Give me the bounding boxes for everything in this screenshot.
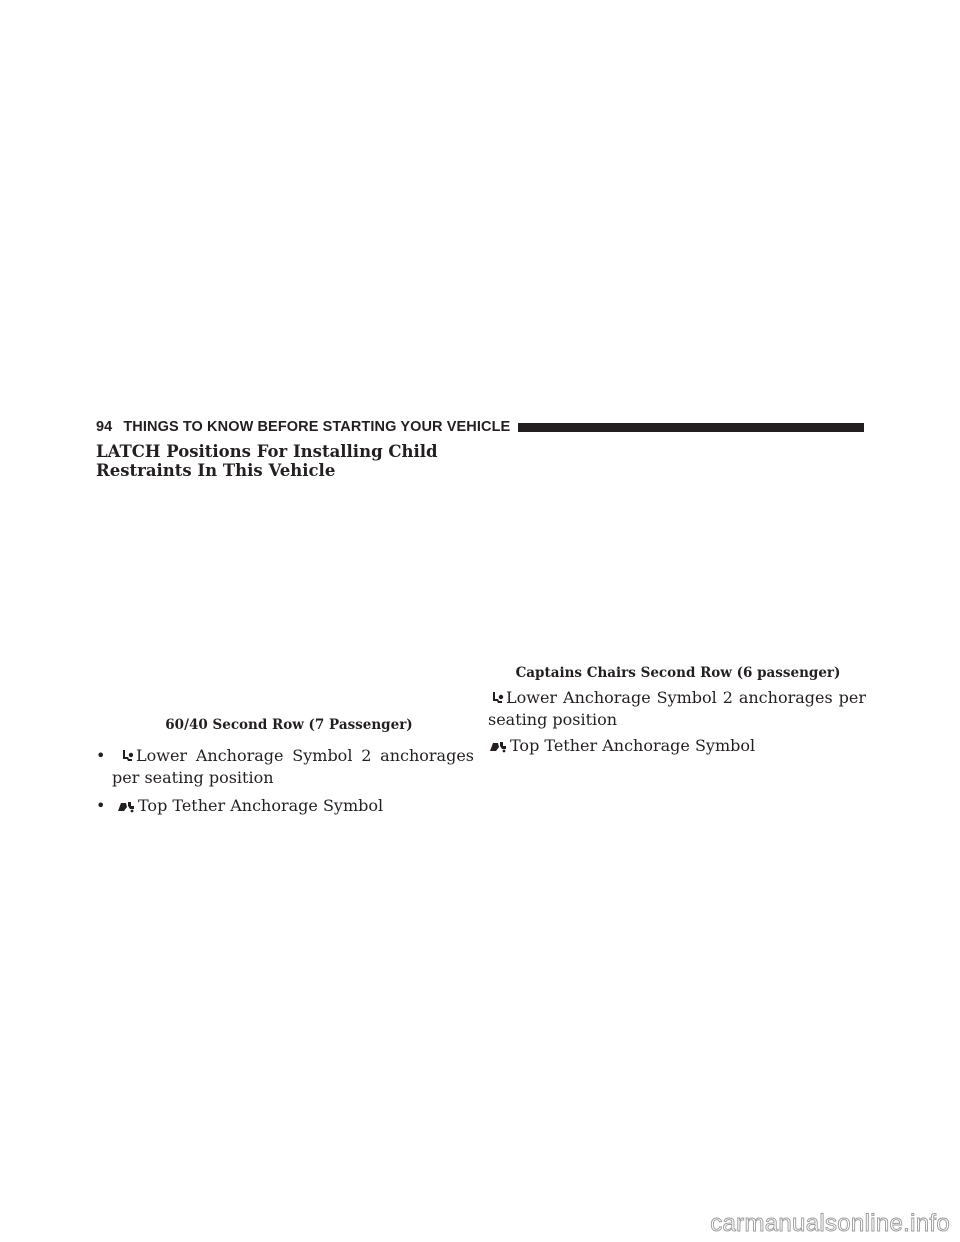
list-item [96, 796, 474, 818]
figure-caption-right: Captains Chairs Second Row (6 passenger) [515, 665, 841, 681]
seating-diagram-captains-chairs [488, 468, 866, 658]
legend-text: Top Tether Anchorage Symbol [510, 736, 756, 755]
lower-anchorage-icon [122, 748, 134, 768]
header-rule [518, 423, 864, 432]
legend-item [488, 688, 866, 730]
legend-text: Lower Anchorage Symbol 2 anchorages per seating position [488, 688, 866, 729]
top-tether-anchorage-icon [488, 738, 508, 758]
seating-diagram-60-40 [96, 486, 474, 714]
figure-caption-left: 60/40 Second Row (7 Passenger) [165, 717, 413, 733]
svg-text:carmanualsonline.info: carmanualsonline.info [710, 1210, 950, 1237]
lower-anchorage-icon [492, 690, 504, 710]
page-header [96, 418, 864, 436]
top-tether-anchorage-icon [116, 798, 136, 818]
watermark [560, 1208, 952, 1238]
section-title: LATCH Positions For Installing Child Restraints In This Vehicle [96, 442, 438, 480]
bullet: • [96, 746, 106, 765]
section-name: THINGS TO KNOW BEFORE STARTING YOUR VEHICLE [123, 419, 511, 435]
list-item [96, 746, 474, 788]
bullet: • [96, 796, 106, 815]
list-item-text: Lower Anchorage Symbol 2 anchorages per seating position [112, 746, 474, 787]
list-item-text: Top Tether Anchorage Symbol [138, 796, 384, 815]
page-number: 94 [96, 419, 113, 435]
legend-item [488, 736, 866, 758]
